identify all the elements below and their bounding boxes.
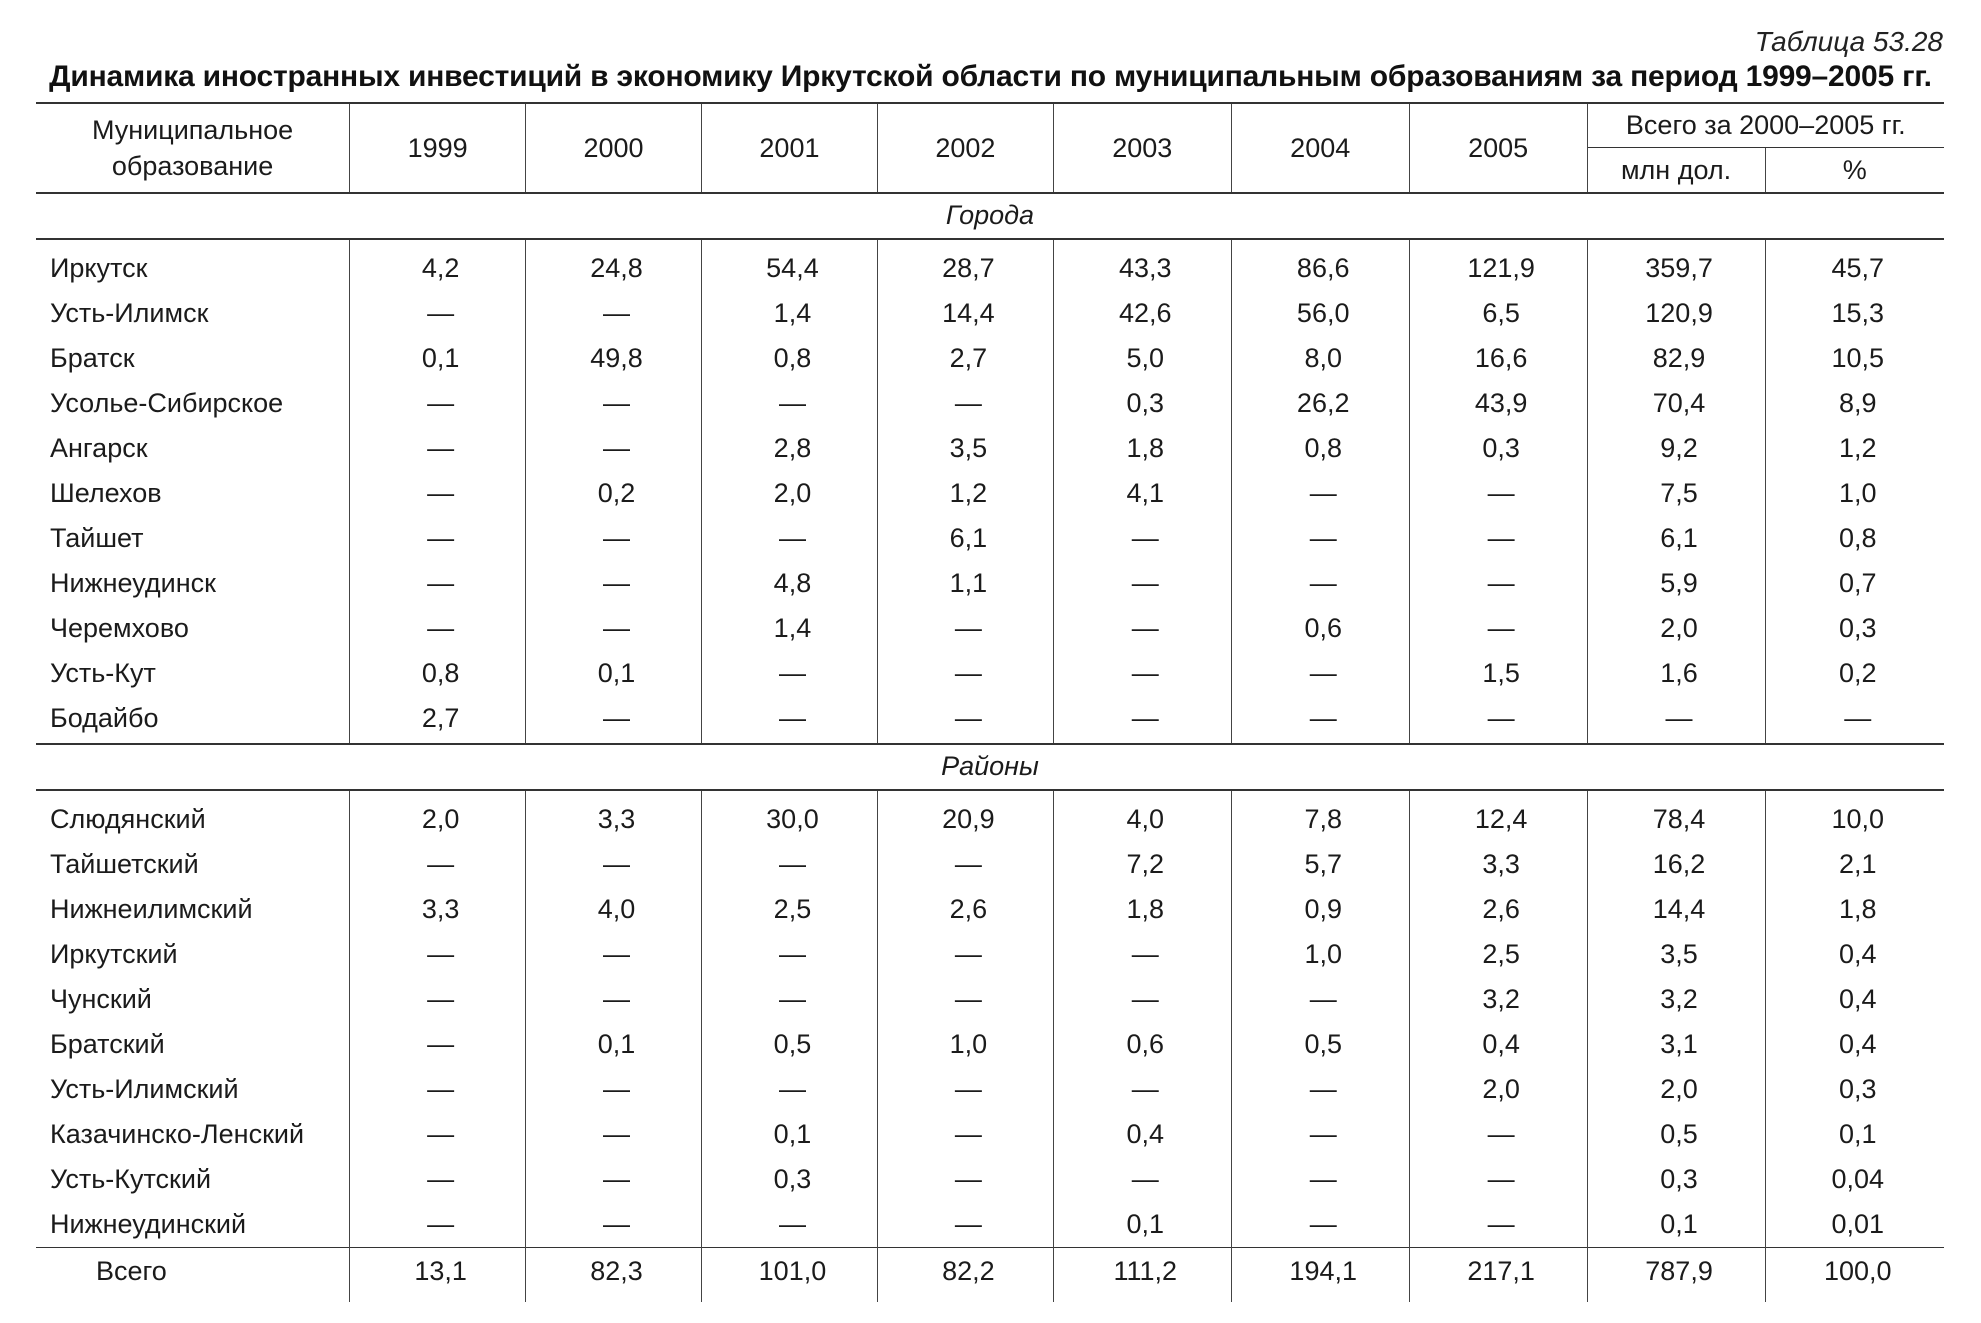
value-cell: — [1231,1157,1409,1202]
value-cell: — [526,1112,702,1157]
municipality-name: Братский [50,1028,165,1059]
table-row [36,1022,1944,1067]
value-cell: 2,7 [350,696,526,744]
table-row [36,887,1944,932]
value-cell: 2,0 [701,471,877,516]
value-cell: 82,2 [877,1247,1053,1302]
value-cell: 8,9 [1765,381,1944,426]
value-cell: 1,0 [877,1022,1053,1067]
value-cell: 1,8 [1053,426,1231,471]
value-cell: 359,7 [1587,239,1765,291]
municipality-name: Иркутский [50,938,178,969]
value-cell: — [701,696,877,744]
total-row [36,1247,1944,1302]
value-cell: 0,2 [1765,651,1944,696]
value-cell: 13,1 [350,1247,526,1302]
value-cell: 0,3 [1053,381,1231,426]
table-row [36,842,1944,887]
value-cell: — [526,426,702,471]
value-cell: 1,4 [701,291,877,336]
header-municipality: Муниципальное образование [36,103,350,193]
value-cell: 0,1 [526,651,702,696]
value-cell: 2,0 [1409,1067,1587,1112]
value-cell: 1,0 [1765,471,1944,516]
value-cell: — [526,1067,702,1112]
value-cell: — [1231,1067,1409,1112]
municipality-name: Усть-Кут [50,657,156,688]
value-cell: 194,1 [1231,1247,1409,1302]
header-total-pct: % [1765,147,1944,193]
value-cell: — [877,696,1053,744]
value-cell: — [1053,516,1231,561]
header-total-group: Всего за 2000–2005 гг. [1587,103,1944,147]
value-cell: 2,7 [877,336,1053,381]
value-cell: 0,4 [1765,932,1944,977]
value-cell: 3,2 [1409,977,1587,1022]
table-row [36,291,1944,336]
value-cell: 217,1 [1409,1247,1587,1302]
value-cell: — [877,932,1053,977]
value-cell: — [1231,977,1409,1022]
value-cell: 0,04 [1765,1157,1944,1202]
value-cell: 1,8 [1765,887,1944,932]
value-cell: — [1231,471,1409,516]
value-cell: — [701,516,877,561]
value-cell: 0,7 [1765,561,1944,606]
value-cell: — [701,842,877,887]
value-cell: 43,3 [1053,239,1231,291]
value-cell: — [701,651,877,696]
municipality-name: Нижнеилимский [50,893,253,924]
value-cell: 6,1 [1587,516,1765,561]
value-cell: — [526,1202,702,1248]
value-cell: 0,3 [1409,426,1587,471]
municipality-name: Казачинско-Ленский [50,1118,305,1149]
value-cell: — [1587,696,1765,744]
value-cell: — [877,606,1053,651]
value-cell: 0,8 [1231,426,1409,471]
value-cell: — [526,561,702,606]
value-cell: 2,6 [1409,887,1587,932]
value-cell: — [350,1202,526,1248]
value-cell: 24,8 [526,239,702,291]
value-cell: — [1053,696,1231,744]
table-row [36,471,1944,516]
value-cell: 0,4 [1053,1112,1231,1157]
value-cell: 70,4 [1587,381,1765,426]
value-cell: — [350,426,526,471]
value-cell: 54,4 [701,239,877,291]
value-cell: 9,2 [1587,426,1765,471]
value-cell: 8,0 [1231,336,1409,381]
municipality-name: Усть-Илимский [50,1073,239,1104]
value-cell: 0,9 [1231,887,1409,932]
value-cell: 0,4 [1765,1022,1944,1067]
header-total-mln: млн дол. [1587,147,1765,193]
value-cell: 4,8 [701,561,877,606]
municipality-name: Слюдянский [50,803,206,834]
value-cell: 3,2 [1587,977,1765,1022]
value-cell: — [526,516,702,561]
value-cell: — [350,291,526,336]
value-cell: — [877,1067,1053,1112]
value-cell: 0,3 [1765,606,1944,651]
value-cell: — [1053,1067,1231,1112]
value-cell: — [350,842,526,887]
value-cell: 3,3 [350,887,526,932]
value-cell: — [1231,1202,1409,1248]
value-cell: 2,1 [1765,842,1944,887]
value-cell: — [877,842,1053,887]
value-cell: — [701,381,877,426]
value-cell: — [526,977,702,1022]
value-cell: 14,4 [1587,887,1765,932]
value-cell: 0,4 [1765,977,1944,1022]
value-cell: — [1231,516,1409,561]
value-cell: 28,7 [877,239,1053,291]
value-cell: 86,6 [1231,239,1409,291]
value-cell: 2,0 [1587,606,1765,651]
municipality-name: Шелехов [50,477,162,508]
value-cell: 0,1 [350,336,526,381]
value-cell: 0,6 [1053,1022,1231,1067]
value-cell: 20,9 [877,790,1053,842]
value-cell: 2,0 [1587,1067,1765,1112]
municipality-name: Чунский [50,983,152,1014]
value-cell: — [350,381,526,426]
value-cell: 0,4 [1409,1022,1587,1067]
value-cell: 43,9 [1409,381,1587,426]
value-cell: — [350,932,526,977]
header-year: 2005 [1409,103,1587,193]
municipality-name: Иркутск [50,252,148,283]
value-cell: — [1231,561,1409,606]
value-cell: 1,2 [1765,426,1944,471]
table-row [36,977,1944,1022]
value-cell: 0,5 [1231,1022,1409,1067]
value-cell: 0,01 [1765,1202,1944,1248]
value-cell: — [526,606,702,651]
value-cell: 0,2 [526,471,702,516]
value-cell: 56,0 [1231,291,1409,336]
value-cell: 16,2 [1587,842,1765,887]
header-year: 2000 [526,103,702,193]
value-cell: 45,7 [1765,239,1944,291]
value-cell: 2,5 [701,887,877,932]
table-row [36,561,1944,606]
value-cell: — [1053,606,1231,651]
municipality-name: Тайшет [50,522,144,553]
value-cell: 787,9 [1587,1247,1765,1302]
table-row [36,426,1944,471]
municipality-name: Нижнеудинск [50,567,216,598]
municipality-name: Ангарск [50,432,148,463]
value-cell: 100,0 [1765,1247,1944,1302]
municipality-name: Усть-Илимск [50,297,209,328]
table-row [36,696,1944,744]
table-row [36,1157,1944,1202]
value-cell: 5,9 [1587,561,1765,606]
value-cell: 4,0 [1053,790,1231,842]
value-cell: — [877,1112,1053,1157]
value-cell: — [1231,651,1409,696]
value-cell: — [877,1202,1053,1248]
section-title: Районы [36,744,1944,790]
value-cell: — [350,516,526,561]
section-header-row [36,744,1944,790]
value-cell: 0,5 [701,1022,877,1067]
value-cell: 30,0 [701,790,877,842]
municipality-name: Усолье-Сибирское [50,387,284,418]
value-cell: — [701,1067,877,1112]
table-row [36,1112,1944,1157]
value-cell: 0,1 [701,1112,877,1157]
value-cell: — [1409,561,1587,606]
value-cell: 7,5 [1587,471,1765,516]
value-cell: 1,5 [1409,651,1587,696]
value-cell: — [526,291,702,336]
value-cell: — [1053,932,1231,977]
value-cell: — [350,1067,526,1112]
value-cell: 3,3 [1409,842,1587,887]
value-cell: — [350,977,526,1022]
value-cell: — [1231,1112,1409,1157]
table-row [36,381,1944,426]
value-cell: — [877,651,1053,696]
value-cell: — [1053,1157,1231,1202]
value-cell: — [1409,1157,1587,1202]
investment-table [36,102,1944,1302]
value-cell: — [350,1112,526,1157]
value-cell: 111,2 [1053,1247,1231,1302]
value-cell: 14,4 [877,291,1053,336]
table-body [36,193,1944,1302]
value-cell: — [1409,516,1587,561]
value-cell: 0,3 [1587,1157,1765,1202]
value-cell: 1,2 [877,471,1053,516]
value-cell: 1,4 [701,606,877,651]
value-cell: 78,4 [1587,790,1765,842]
value-cell: 0,8 [350,651,526,696]
value-cell: 0,3 [1765,1067,1944,1112]
value-cell: 6,5 [1409,291,1587,336]
header-year: 2004 [1231,103,1409,193]
value-cell: 121,9 [1409,239,1587,291]
value-cell: — [877,381,1053,426]
value-cell: — [1053,651,1231,696]
value-cell: 2,0 [350,790,526,842]
header-year: 2002 [877,103,1053,193]
table-row [36,239,1944,291]
value-cell: 4,0 [526,887,702,932]
value-cell: — [526,1157,702,1202]
table-row [36,606,1944,651]
value-cell: 120,9 [1587,291,1765,336]
municipality-name: Тайшетский [50,848,199,879]
value-cell: 1,8 [1053,887,1231,932]
value-cell: — [350,606,526,651]
value-cell: 1,1 [877,561,1053,606]
municipality-name: Всего [36,1247,350,1302]
value-cell: 0,3 [701,1157,877,1202]
value-cell: — [1231,696,1409,744]
value-cell: 82,3 [526,1247,702,1302]
value-cell: 4,2 [350,239,526,291]
value-cell: 0,6 [1231,606,1409,651]
value-cell: 0,1 [1587,1202,1765,1248]
table-title: Динамика иностранных инвестиций в экономику Иркутской области по муниципальным образованиям за период 1999–2005 гг. [49,60,1932,93]
value-cell: — [350,1022,526,1067]
value-cell: 12,4 [1409,790,1587,842]
value-cell: — [350,1157,526,1202]
header-year: 2001 [701,103,877,193]
value-cell: — [1409,1112,1587,1157]
value-cell: — [350,561,526,606]
value-cell: 7,2 [1053,842,1231,887]
value-cell: 0,1 [1765,1112,1944,1157]
value-cell: — [1409,1202,1587,1248]
table-header [36,103,1944,193]
value-cell: 2,8 [701,426,877,471]
value-cell: — [877,977,1053,1022]
value-cell: 3,5 [877,426,1053,471]
value-cell: 3,3 [526,790,702,842]
value-cell: 101,0 [701,1247,877,1302]
header-year: 2003 [1053,103,1231,193]
value-cell: 42,6 [1053,291,1231,336]
table-row [36,516,1944,561]
value-cell: 5,0 [1053,336,1231,381]
table-row [36,1067,1944,1112]
value-cell: 6,1 [877,516,1053,561]
value-cell: 3,1 [1587,1022,1765,1067]
table-row [36,932,1944,977]
value-cell: — [701,932,877,977]
table-row [36,651,1944,696]
value-cell: — [1765,696,1944,744]
value-cell: 5,7 [1231,842,1409,887]
section-header-row [36,193,1944,239]
table-row [36,336,1944,381]
value-cell: — [1409,606,1587,651]
value-cell: — [350,471,526,516]
value-cell: 15,3 [1765,291,1944,336]
municipality-name: Братск [50,342,135,373]
value-cell: — [526,932,702,977]
value-cell: — [526,842,702,887]
value-cell: — [526,381,702,426]
value-cell: 0,8 [1765,516,1944,561]
value-cell: — [1409,471,1587,516]
value-cell: — [1053,977,1231,1022]
value-cell: — [526,696,702,744]
value-cell: 2,5 [1409,932,1587,977]
value-cell: — [701,1202,877,1248]
value-cell: 26,2 [1231,381,1409,426]
value-cell: 0,1 [1053,1202,1231,1248]
value-cell: 2,6 [877,887,1053,932]
value-cell: — [1409,696,1587,744]
municipality-name: Бодайбо [36,696,350,744]
table-row [36,1202,1944,1248]
value-cell: 1,6 [1587,651,1765,696]
value-cell: 3,5 [1587,932,1765,977]
section-title: Города [36,193,1944,239]
value-cell: 7,8 [1231,790,1409,842]
value-cell: — [1053,561,1231,606]
municipality-name: Черемхово [50,612,189,643]
value-cell: 10,5 [1765,336,1944,381]
value-cell: 4,1 [1053,471,1231,516]
value-cell: — [877,1157,1053,1202]
header-year: 1999 [350,103,526,193]
table-row [36,790,1944,842]
value-cell: — [701,977,877,1022]
value-cell: 0,1 [526,1022,702,1067]
value-cell: 0,5 [1587,1112,1765,1157]
value-cell: 1,0 [1231,932,1409,977]
value-cell: 49,8 [526,336,702,381]
value-cell: 10,0 [1765,790,1944,842]
value-cell: 82,9 [1587,336,1765,381]
municipality-name: Нижнеудинский [50,1208,247,1239]
municipality-name: Усть-Кутский [50,1163,212,1194]
value-cell: 0,8 [701,336,877,381]
table-number-label: Таблица 53.28 [1754,26,1943,57]
value-cell: 16,6 [1409,336,1587,381]
